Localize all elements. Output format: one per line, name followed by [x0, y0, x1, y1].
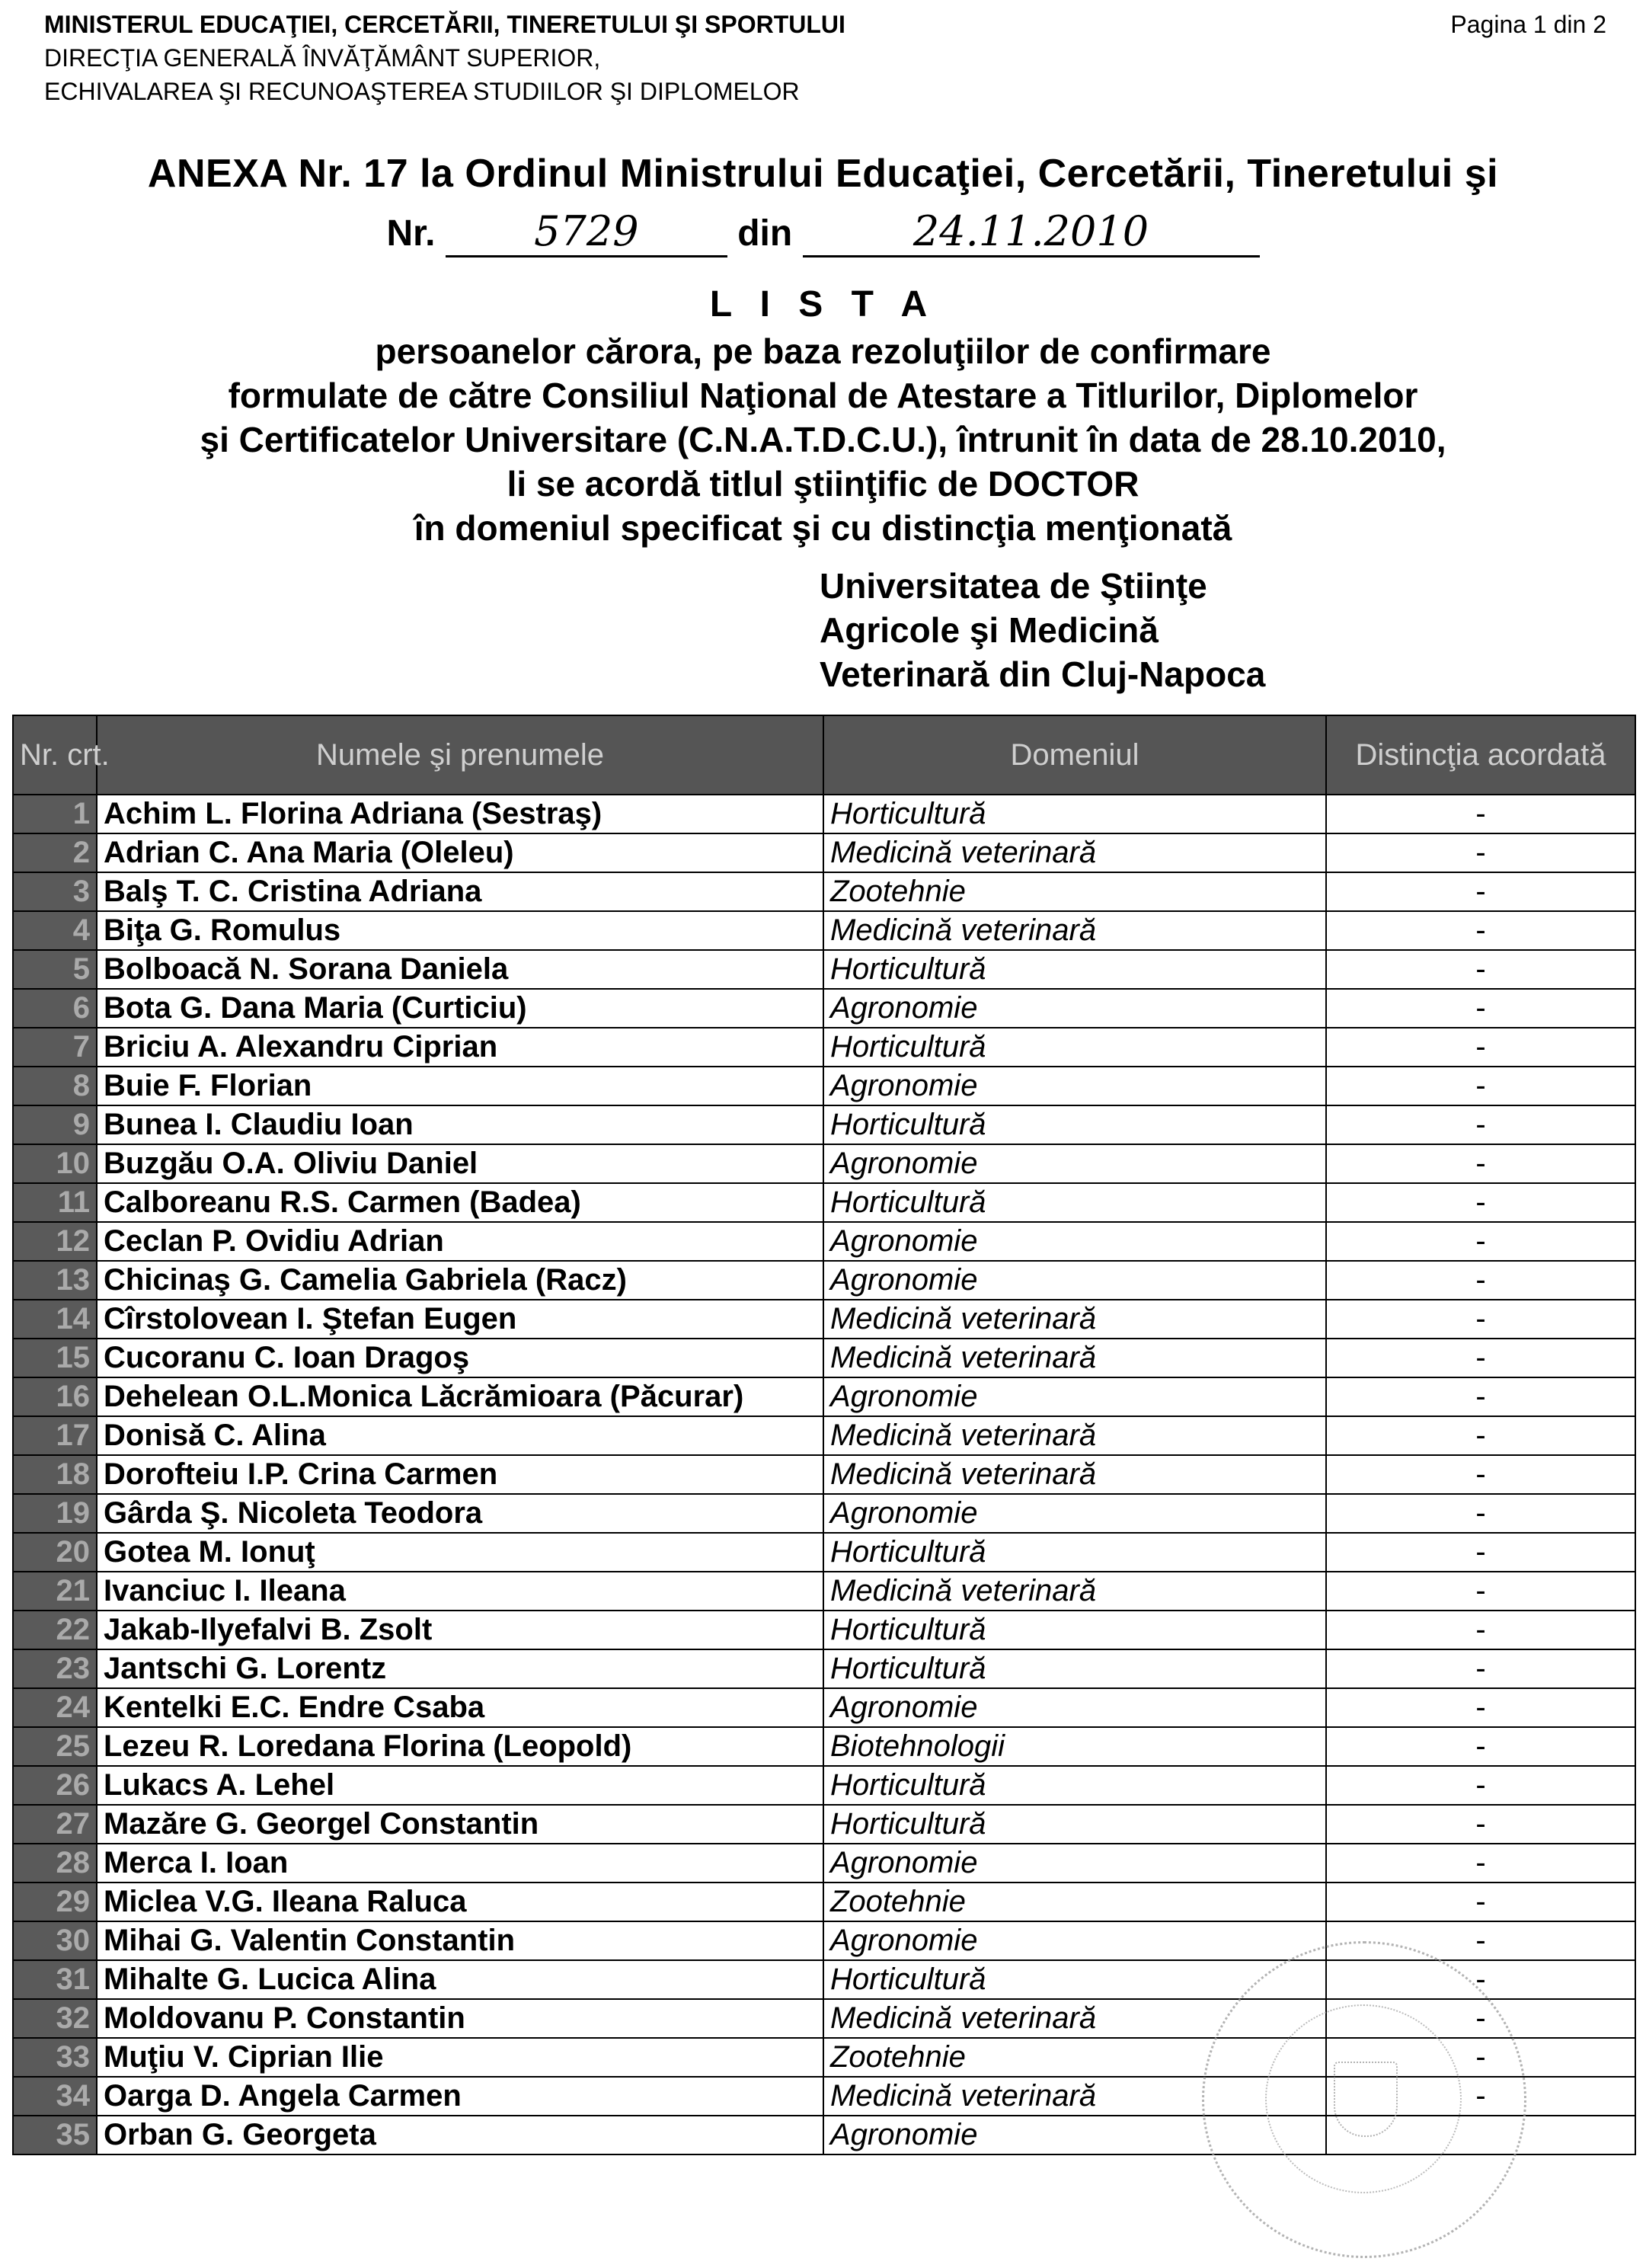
distinction-cell: -: [1326, 1067, 1635, 1105]
person-name-cell: Buzgău O.A. Oliviu Daniel: [97, 1144, 823, 1183]
domain-cell: Zootehnie: [823, 1883, 1326, 1921]
domain-cell: Zootehnie: [823, 2038, 1326, 2077]
domain-cell: Agronomie: [823, 1144, 1326, 1183]
table-row: [13, 1455, 1635, 1494]
person-name-cell: Merca I. Ioan: [97, 1844, 823, 1883]
domain-cell: Horticultură: [823, 795, 1326, 833]
university-line-3: Veterinară din Cluj-Napoca: [820, 654, 1266, 694]
description-line-1: persoanelor cărora, pe baza rezoluţiilor de confirmare: [375, 331, 1271, 371]
table-row: [13, 833, 1635, 872]
description-line-3: şi Certificatelor Universitare (C.N.A.T.D.C.U.), întrunit în data de 28.10.2010,: [200, 420, 1446, 459]
distinction-cell: -: [1326, 1533, 1635, 1572]
distinction-cell: -: [1326, 989, 1635, 1028]
row-number-cell: 4: [13, 911, 97, 950]
distinction-cell: -: [1326, 2038, 1635, 2077]
distinction-cell: -: [1326, 1727, 1635, 1766]
row-number-cell: 17: [13, 1416, 97, 1455]
row-number-cell: 32: [13, 1999, 97, 2038]
ministry-header: [44, 8, 845, 108]
row-number-cell: 28: [13, 1844, 97, 1883]
header-domain: Domeniul: [823, 715, 1326, 795]
description-line-5: în domeniul specificat şi cu distincţia menţionată: [414, 508, 1232, 548]
row-number-cell: 19: [13, 1494, 97, 1533]
page-number: Pagina 1 din 2: [1450, 11, 1606, 38]
university-name: [820, 564, 1265, 696]
table-row: [13, 1339, 1635, 1377]
order-date-handwritten: 24.11.2010: [803, 207, 1260, 258]
domain-cell: Agronomie: [823, 1494, 1326, 1533]
person-name-cell: Bunea I. Claudiu Ioan: [97, 1105, 823, 1144]
seal-crest-icon: [1334, 2062, 1398, 2137]
person-name-cell: Moldovanu P. Constantin: [97, 1999, 823, 2038]
domain-cell: Agronomie: [823, 1377, 1326, 1416]
row-number-cell: 6: [13, 989, 97, 1028]
domain-cell: Medicină veterinară: [823, 1572, 1326, 1611]
row-number-cell: 31: [13, 1960, 97, 1999]
domain-cell: Horticultură: [823, 1105, 1326, 1144]
table-row: [13, 1183, 1635, 1222]
domain-cell: Horticultură: [823, 1183, 1326, 1222]
row-number-cell: 22: [13, 1611, 97, 1649]
distinction-cell: -: [1326, 795, 1635, 833]
order-number-line: [0, 207, 1646, 258]
row-number-cell: 35: [13, 2116, 97, 2154]
table-row: [13, 872, 1635, 911]
row-number-cell: 27: [13, 1805, 97, 1844]
person-name-cell: Muţiu V. Ciprian Ilie: [97, 2038, 823, 2077]
person-name-cell: Bolboacă N. Sorana Daniela: [97, 950, 823, 989]
domain-cell: Medicină veterinară: [823, 1455, 1326, 1494]
person-name-cell: Achim L. Florina Adriana (Sestraş): [97, 795, 823, 833]
nr-label: Nr.: [386, 213, 436, 254]
person-name-cell: Cucoranu C. Ioan Dragoş: [97, 1339, 823, 1377]
table-row: [13, 1766, 1635, 1805]
description-line-2: formulate de către Consiliul Naţional de Atestare a Titlurilor, Diplomelor: [228, 376, 1418, 415]
distinction-cell: -: [1326, 1844, 1635, 1883]
distinction-cell: -: [1326, 911, 1635, 950]
person-name-cell: Biţa G. Romulus: [97, 911, 823, 950]
table-row: [13, 1105, 1635, 1144]
person-name-cell: Dehelean O.L.Monica Lăcrămioara (Păcurar): [97, 1377, 823, 1416]
domain-cell: Medicină veterinară: [823, 1999, 1326, 2038]
distinction-cell: -: [1326, 1572, 1635, 1611]
domain-cell: Medicină veterinară: [823, 911, 1326, 950]
domain-cell: Medicină veterinară: [823, 1300, 1326, 1339]
distinction-cell: -: [1326, 1377, 1635, 1416]
person-name-cell: Miclea V.G. Ileana Raluca: [97, 1883, 823, 1921]
table-row: [13, 950, 1635, 989]
row-number-cell: 11: [13, 1183, 97, 1222]
table-row: [13, 1649, 1635, 1688]
domain-cell: Agronomie: [823, 1067, 1326, 1105]
domain-cell: Agronomie: [823, 1688, 1326, 1727]
person-name-cell: Kentelki E.C. Endre Csaba: [97, 1688, 823, 1727]
ministry-name: MINISTERUL EDUCAŢIEI, CERCETĂRII, TINERETULUI ŞI SPORTULUI: [44, 11, 845, 38]
distinction-cell: -: [1326, 1921, 1635, 1960]
row-number-cell: 23: [13, 1649, 97, 1688]
table-row: [13, 1144, 1635, 1183]
domain-cell: Horticultură: [823, 1611, 1326, 1649]
doctors-table: [12, 715, 1636, 2155]
table-row: [13, 1727, 1635, 1766]
person-name-cell: Donisă C. Alina: [97, 1416, 823, 1455]
domain-cell: Agronomie: [823, 1222, 1326, 1261]
distinction-cell: -: [1326, 1766, 1635, 1805]
row-number-cell: 34: [13, 2077, 97, 2116]
distinction-cell: -: [1326, 1999, 1635, 2038]
domain-cell: Zootehnie: [823, 872, 1326, 911]
domain-cell: Agronomie: [823, 2116, 1326, 2154]
domain-cell: Medicină veterinară: [823, 1416, 1326, 1455]
table-row: [13, 1416, 1635, 1455]
university-line-2: Agricole şi Medicină: [820, 610, 1159, 650]
person-name-cell: Lezeu R. Loredana Florina (Leopold): [97, 1727, 823, 1766]
description-line-4: li se acordă titlul ştiinţific de DOCTOR: [507, 464, 1139, 504]
person-name-cell: Oarga D. Angela Carmen: [97, 2077, 823, 2116]
table-row: [13, 795, 1635, 833]
distinction-cell: -: [1326, 872, 1635, 911]
distinction-cell: -: [1326, 1028, 1635, 1067]
person-name-cell: Adrian C. Ana Maria (Oleleu): [97, 833, 823, 872]
row-number-cell: 1: [13, 795, 97, 833]
person-name-cell: Lukacs A. Lehel: [97, 1766, 823, 1805]
distinction-cell: -: [1326, 1300, 1635, 1339]
person-name-cell: Gârda Ş. Nicoleta Teodora: [97, 1494, 823, 1533]
university-line-1: Universitatea de Ştiinţe: [820, 566, 1207, 606]
row-number-cell: 3: [13, 872, 97, 911]
table-row: [13, 1261, 1635, 1300]
table-row: [13, 1805, 1635, 1844]
row-number-cell: 13: [13, 1261, 97, 1300]
row-number-cell: 18: [13, 1455, 97, 1494]
table-row: [13, 1222, 1635, 1261]
domain-cell: Medicină veterinară: [823, 2077, 1326, 2116]
university-seal-stamp: [1202, 1941, 1526, 2258]
person-name-cell: Mazăre G. Georgel Constantin: [97, 1805, 823, 1844]
domain-cell: Agronomie: [823, 989, 1326, 1028]
domain-cell: Horticultură: [823, 1766, 1326, 1805]
distinction-cell: -: [1326, 1688, 1635, 1727]
header-nr: Nr. crt.: [13, 715, 97, 795]
domain-cell: Medicină veterinară: [823, 1339, 1326, 1377]
distinction-cell: -: [1326, 1339, 1635, 1377]
distinction-cell: -: [1326, 1105, 1635, 1144]
person-name-cell: Chicinaş G. Camelia Gabriela (Racz): [97, 1261, 823, 1300]
domain-cell: Horticultură: [823, 1960, 1326, 1999]
person-name-cell: Dorofteiu I.P. Crina Carmen: [97, 1455, 823, 1494]
directorate-name: DIRECŢIA GENERALĂ ÎNVĂŢĂMÂNT SUPERIOR,: [44, 44, 601, 72]
table-header-row: [13, 715, 1635, 795]
person-name-cell: Jantschi G. Lorentz: [97, 1649, 823, 1688]
row-number-cell: 10: [13, 1144, 97, 1183]
table-row: [13, 1572, 1635, 1611]
distinction-cell: -: [1326, 1144, 1635, 1183]
row-number-cell: 8: [13, 1067, 97, 1105]
person-name-cell: Balş T. C. Cristina Adriana: [97, 872, 823, 911]
row-number-cell: 24: [13, 1688, 97, 1727]
row-number-cell: 29: [13, 1883, 97, 1921]
domain-cell: Horticultură: [823, 1649, 1326, 1688]
distinction-cell: -: [1326, 2077, 1635, 2116]
domain-cell: Medicină veterinară: [823, 833, 1326, 872]
domain-cell: Agronomie: [823, 1261, 1326, 1300]
row-number-cell: 7: [13, 1028, 97, 1067]
distinction-cell: -: [1326, 1222, 1635, 1261]
department-name: ECHIVALAREA ŞI RECUNOAŞTEREA STUDIILOR ŞI DIPLOMELOR: [44, 78, 800, 105]
person-name-cell: Gotea M. Ionuţ: [97, 1533, 823, 1572]
distinction-cell: -: [1326, 833, 1635, 872]
person-name-cell: Briciu A. Alexandru Ciprian: [97, 1028, 823, 1067]
row-number-cell: 30: [13, 1921, 97, 1960]
domain-cell: Horticultură: [823, 1028, 1326, 1067]
din-label: din: [737, 213, 793, 254]
distinction-cell: -: [1326, 1611, 1635, 1649]
table-row: [13, 1377, 1635, 1416]
distinction-cell: -: [1326, 1883, 1635, 1921]
distinction-cell: -: [1326, 1416, 1635, 1455]
distinction-cell: -: [1326, 1455, 1635, 1494]
annex-title: ANEXA Nr. 17 la Ordinul Ministrului Educaţiei, Cercetării, Tineretului şi: [147, 152, 1499, 196]
person-name-cell: Mihalte G. Lucica Alina: [97, 1960, 823, 1999]
list-description: [0, 329, 1646, 550]
table-row: [13, 989, 1635, 1028]
order-number-handwritten: 5729: [446, 207, 727, 258]
distinction-cell: -: [1326, 950, 1635, 989]
row-number-cell: 20: [13, 1533, 97, 1572]
table-row: [13, 1611, 1635, 1649]
person-name-cell: Buie F. Florian: [97, 1067, 823, 1105]
distinction-cell: -: [1326, 1494, 1635, 1533]
distinction-cell: -: [1326, 1649, 1635, 1688]
table-row: [13, 1883, 1635, 1921]
header-name: Numele şi prenumele: [97, 715, 823, 795]
distinction-cell: -: [1326, 1261, 1635, 1300]
domain-cell: Horticultură: [823, 950, 1326, 989]
row-number-cell: 21: [13, 1572, 97, 1611]
table-row: [13, 1533, 1635, 1572]
person-name-cell: Ceclan P. Ovidiu Adrian: [97, 1222, 823, 1261]
table-row: [13, 911, 1635, 950]
domain-cell: Horticultură: [823, 1805, 1326, 1844]
person-name-cell: Cîrstolovean I. Ştefan Eugen: [97, 1300, 823, 1339]
distinction-cell: -: [1326, 1805, 1635, 1844]
person-name-cell: Jakab-Ilyefalvi B. Zsolt: [97, 1611, 823, 1649]
list-title: L I S T A: [709, 284, 937, 325]
row-number-cell: 2: [13, 833, 97, 872]
person-name-cell: Mihai G. Valentin Constantin: [97, 1921, 823, 1960]
person-name-cell: Calboreanu R.S. Carmen (Badea): [97, 1183, 823, 1222]
table-row: [13, 1300, 1635, 1339]
table-row: [13, 1028, 1635, 1067]
domain-cell: Biotehnologii: [823, 1727, 1326, 1766]
row-number-cell: 16: [13, 1377, 97, 1416]
header-distinction: Distincţia acordată: [1326, 715, 1635, 795]
table-row: [13, 1688, 1635, 1727]
table-row: [13, 1844, 1635, 1883]
domain-cell: Horticultură: [823, 1533, 1326, 1572]
person-name-cell: Orban G. Georgeta: [97, 2116, 823, 2154]
table-row: [13, 1494, 1635, 1533]
row-number-cell: 5: [13, 950, 97, 989]
table-row: [13, 1067, 1635, 1105]
domain-cell: Agronomie: [823, 1921, 1326, 1960]
row-number-cell: 15: [13, 1339, 97, 1377]
row-number-cell: 14: [13, 1300, 97, 1339]
domain-cell: Agronomie: [823, 1844, 1326, 1883]
distinction-cell: -: [1326, 1960, 1635, 1999]
distinction-cell: -: [1326, 1183, 1635, 1222]
row-number-cell: 26: [13, 1766, 97, 1805]
row-number-cell: 33: [13, 2038, 97, 2077]
row-number-cell: 12: [13, 1222, 97, 1261]
row-number-cell: 9: [13, 1105, 97, 1144]
person-name-cell: Bota G. Dana Maria (Curticiu): [97, 989, 823, 1028]
row-number-cell: 25: [13, 1727, 97, 1766]
person-name-cell: Ivanciuc I. Ileana: [97, 1572, 823, 1611]
